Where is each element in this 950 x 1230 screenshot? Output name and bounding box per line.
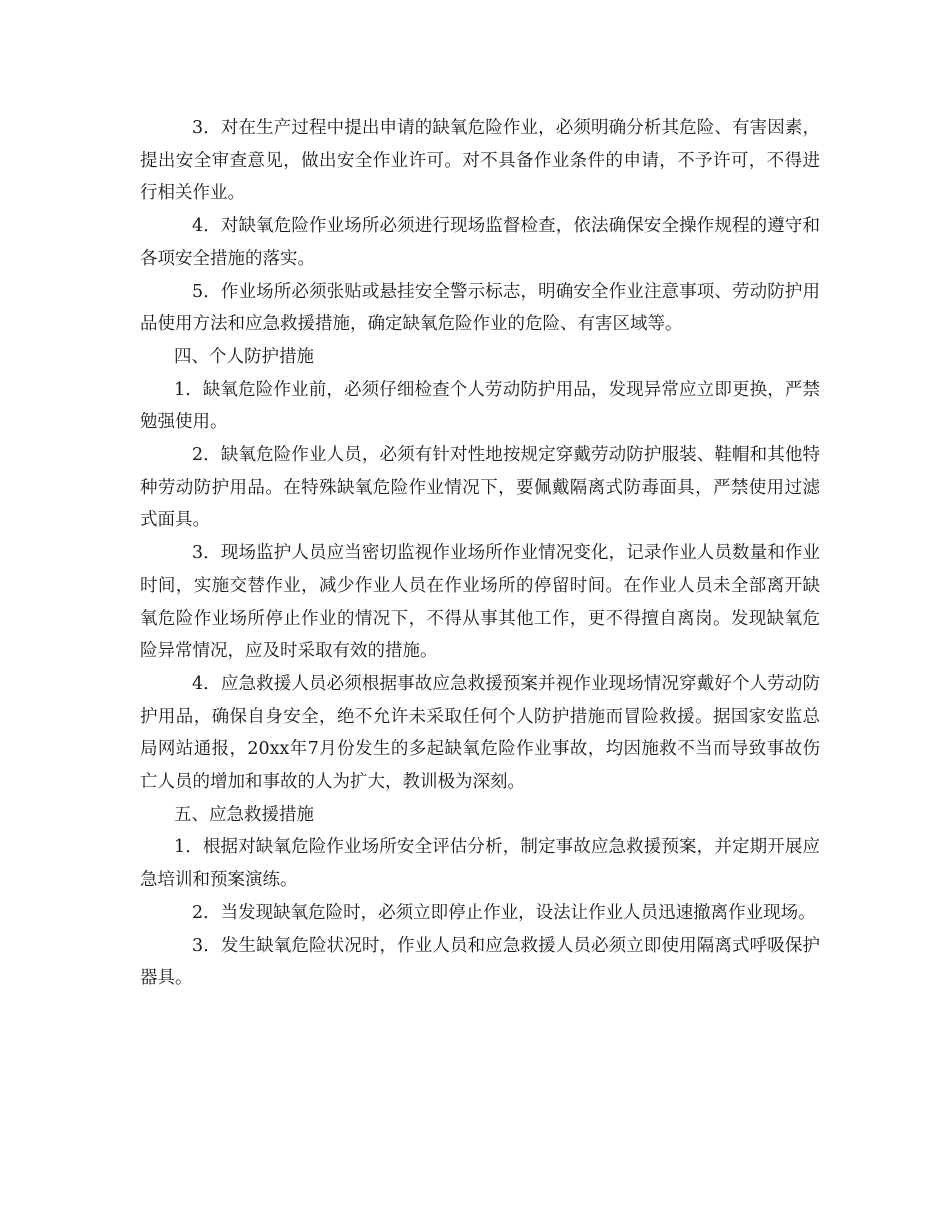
paragraph: 4．应急救援人员必须根据事故应急救援预案并视作业现场情况穿戴好个人劳动防护用品，确保自身安全，绝不允许未采取任何个人防护措施而冒险救援。据国家安监总局网站通报，20xx年7月份发生的多起缺氧危险作业事故，均因施救不当而导致事故伤亡人员的增加和事故的人为扩大，教训极为深刻。 xyxy=(140,673,820,793)
document-body xyxy=(140,112,820,995)
section-heading: 五、应急救援措施 xyxy=(174,804,314,825)
paragraph: 2．当发现缺氧危险时，必须立即停止作业，设法让作业人员迅速撤离作业现场。 xyxy=(192,902,816,923)
section-heading: 四、个人防护措施 xyxy=(174,346,314,367)
paragraph: 4．对缺氧危险作业场所必须进行现场监督检查，依法确保安全操作规程的遵守和各项安全措施的落实。 xyxy=(140,216,820,269)
paragraph: 3．发生缺氧危险状况时，作业人员和应急救援人员必须立即使用隔离式呼吸保护器具。 xyxy=(140,935,820,989)
paragraph: 3．现场监护人员应当密切监视作业场所作业情况变化，记录作业人员数量和作业时间，实施交替作业，减少作业人员在作业场所的停留时间。在作业人员未全部离开缺氧危险作业场所停止作业的情况下，不得从事其他工作，更不得擅自离岗。发现缺氧危险异常情况，应及时采取有效的措施。 xyxy=(140,543,820,662)
paragraph: 3．对在生产过程中提出申请的缺氧危险作业，必须明确分析其危险、有害因素，提出安全审查意见，做出安全作业许可。对不具备作业条件的申请，不予许可，不得进行相关作业。 xyxy=(140,118,820,204)
paragraph: 1．根据对缺氧危险作业场所安全评估分析，制定事故应急救援预案，并定期开展应急培训和预案演练。 xyxy=(140,837,820,891)
paragraph: 5．作业场所必须张贴或悬挂安全警示标志，明确安全作业注意事项、劳动防护用品使用方法和应急救援措施，确定缺氧危险作业的危险、有害区域等。 xyxy=(140,281,820,335)
paragraph: 2．缺氧危险作业人员，必须有针对性地按规定穿戴劳动防护服装、鞋帽和其他特种劳动防护用品。在特殊缺氧危险作业情况下，要佩戴隔离式防毒面具，严禁使用过滤式面具。 xyxy=(140,445,820,531)
paragraph: 1．缺氧危险作业前，必须仔细检查个人劳动防护用品，发现异常应立即更换，严禁勉强使用。 xyxy=(140,379,820,433)
